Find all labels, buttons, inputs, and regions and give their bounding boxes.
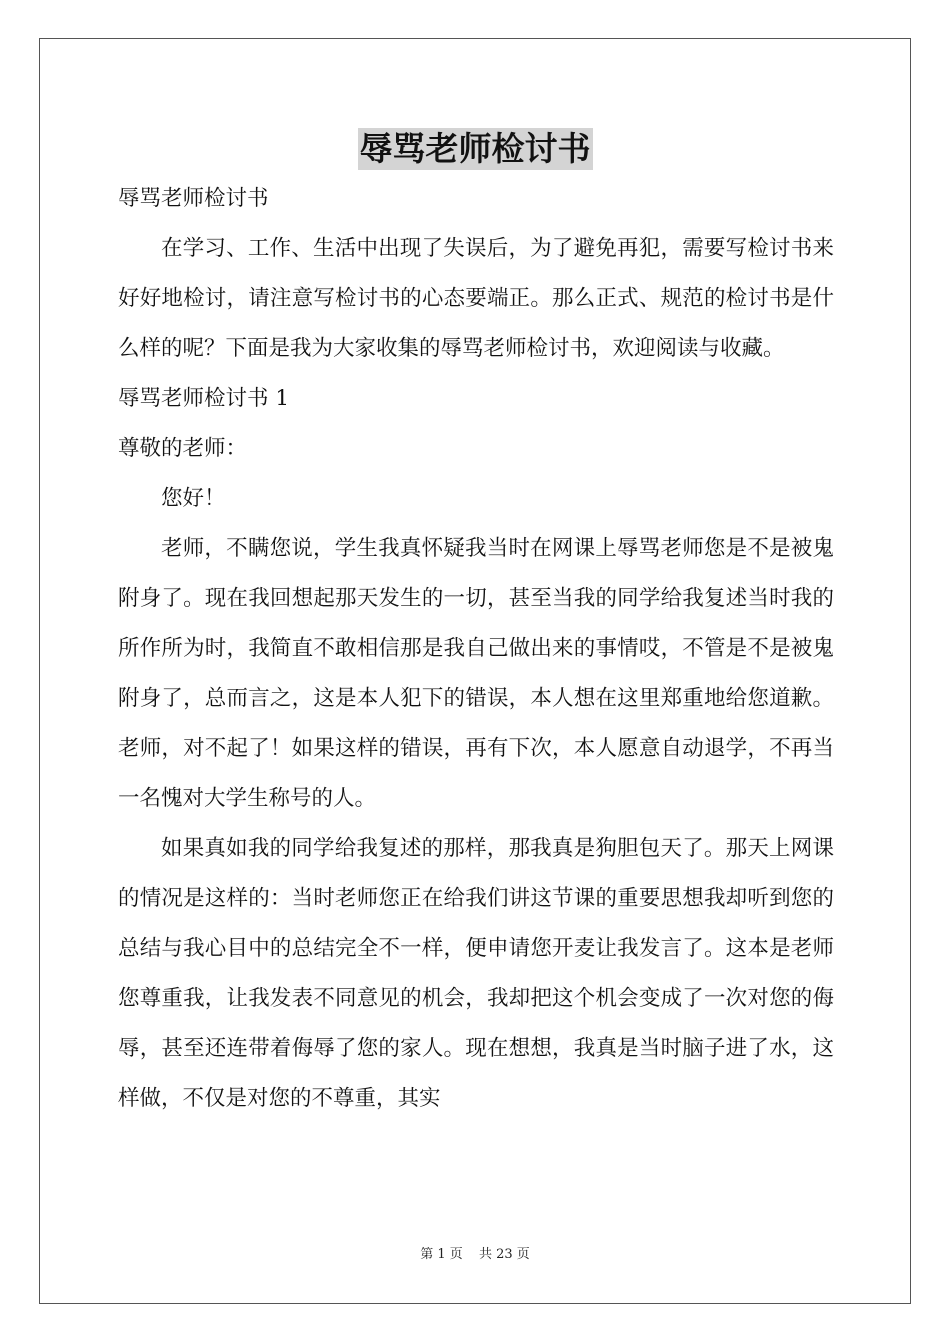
title-area <box>0 128 950 170</box>
paragraph: 您好！ <box>161 486 226 511</box>
page-total: 共 23 页 <box>478 1247 530 1262</box>
paragraph: 老师，不瞒您说，学生我真怀疑我当时在网课上辱骂老师您是不是被鬼附身了。现在我回想起那天发生的一切，甚至当我的同学给我复述当时我的所作所为时，我简直不敢相信那是我自己做出来的事情哎，不管是不是被鬼附身了，总而言之，这是本人犯下的错误，本人想在这里郑重地给您道歉。老师，对不起了！如果这样的错误，再有下次，本人愿意自动退学，不再当一名愧对大学生称号的人。 <box>118 536 834 811</box>
paragraph: 尊敬的老师： <box>118 436 248 461</box>
paragraph: 如果真如我的同学给我复述的那样，那我真是狗胆包天了。那天上网课的情况是这样的：当时老师您正在给我们讲这节课的重要思想我却听到您的总结与我心目中的总结完全不一样，便申请您开麦让我发言了。这本是老师您尊重我，让我发表不同意见的机会，我却把这个机会变成了一次对您的侮辱，甚至还连带着侮辱了您的家人。现在想想，我真是当时脑子进了水，这样做，不仅是对您的不尊重，其实 <box>118 836 834 1111</box>
document-title: 辱骂老师检讨书 <box>359 129 591 168</box>
paragraph: 辱骂老师检讨书 1 <box>118 386 290 411</box>
paragraph: 在学习、工作、生活中出现了失误后，为了避免再犯，需要写检讨书来好好地检讨，请注意写检讨书的心态要端正。那么正式、规范的检讨书是什么样的呢？下面是我为大家收集的辱骂老师检讨书，欢迎阅读与收藏。 <box>118 236 834 361</box>
paragraph: 辱骂老师检讨书 <box>118 186 269 211</box>
document-body <box>118 174 834 1124</box>
page-number: 第 1 页 <box>420 1247 463 1262</box>
page-footer <box>0 1246 950 1264</box>
